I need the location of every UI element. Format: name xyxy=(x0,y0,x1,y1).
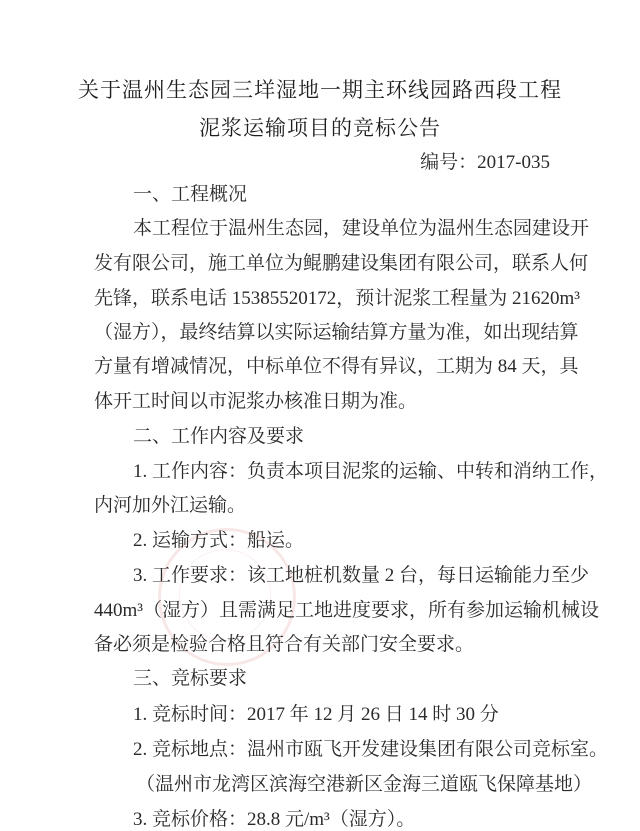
section-2-heading: 二、工作内容及要求 xyxy=(133,426,305,447)
paragraph-line: 3. 工作要求：该工地桩机数量 2 台，每日运输能力至少 xyxy=(133,565,590,586)
section-3-heading: 三、竞标要求 xyxy=(133,668,248,689)
paragraph-line: 1. 竞标时间：2017 年 12 月 26 日 14 时 30 分 xyxy=(133,704,499,725)
paragraph-line: 先锋，联系电话 15385520172，预计泥浆工程量为 21620m³ xyxy=(94,288,580,309)
paragraph-line: 体开工时间以市泥浆办核准日期为准。 xyxy=(94,391,418,412)
paragraph-line: 方量有增减情况，中标单位不得有异议，工期为 84 天，具 xyxy=(94,356,579,377)
paragraph-line: 备必须是检验合格且符合有关部门安全要求。 xyxy=(94,634,475,655)
paragraph-line: 2. 运输方式：船运。 xyxy=(133,530,305,551)
paragraph-line: 发有限公司，施工单位为鲲鹏建设集团有限公司，联系人何 xyxy=(94,253,589,274)
paragraph-line: 440m³（湿方）且需满足工地进度要求，所有参加运输机械设 xyxy=(94,600,599,621)
paragraph-line: 本工程位于温州生态园，建设单位为温州生态园建设开 xyxy=(133,218,590,239)
document-number: 编号：2017-035 xyxy=(420,152,550,173)
paragraph-line: （温州市龙湾区滨海空港新区金海三道瓯飞保障基地） xyxy=(136,774,593,795)
paragraph-line: （湿方），最终结算以实际运输结算方量为准，如出现结算 xyxy=(94,322,579,343)
document-title-line-2: 泥浆运输项目的竞标公告 xyxy=(199,116,441,140)
paragraph-line: 2. 竞标地点：温州市瓯飞开发建设集团有限公司竞标室。 xyxy=(133,739,609,760)
paragraph-line: 内河加外江运输。 xyxy=(94,495,247,516)
paragraph-line: 3. 竞标价格：28.8 元/m³（湿方）。 xyxy=(133,809,416,830)
section-1-heading: 一、工程概况 xyxy=(133,184,248,205)
paragraph-line: 1. 工作内容：负责本项目泥浆的运输、中转和消纳工作， xyxy=(133,461,609,482)
document-title-line-1: 关于温州生态园三垟湿地一期主环线园路西段工程 xyxy=(78,78,562,102)
